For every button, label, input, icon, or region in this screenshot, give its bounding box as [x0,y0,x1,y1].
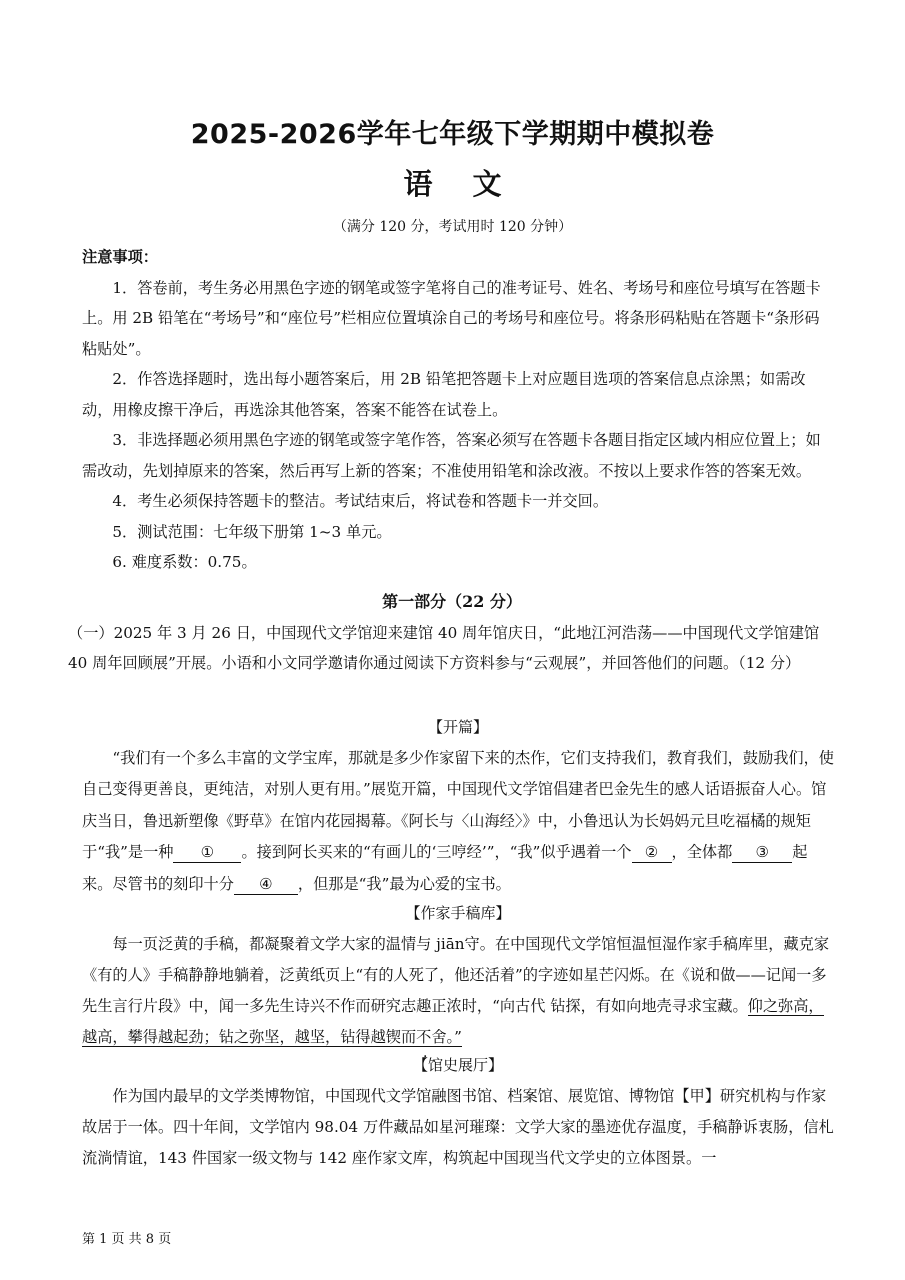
dotted-character: 锲 · [386,1028,401,1046]
manuscripts-text-a: 每一页泛黄的手稿，都凝聚着文学大家的温情与 jiān守。在中国现代文学馆恒温恒湿作家手稿库里，藏克家《有的人》手稿静静地躺着，泛黄纸页上“有的人死了，他还活着”的字迹如星芒闪烁。在《说和做——记闻一多先生言行片段》中，闻一多先生诗兴不作而研究志趣正浓时，“向古代 [82,934,830,1015]
opening-text-d: 起来。尽管书的刻印十分 [82,843,808,893]
blank-2: ② [632,842,672,863]
section-manuscripts-text [82,929,834,1053]
blank-4: ④ [234,874,298,895]
exam-title: 2025-2026学年七年级下学期期中模拟卷 [190,119,715,150]
notice-item-6: 6. 难度系数：0.75。 [112,553,257,571]
quote-text-b: 而不舍。” [400,1027,462,1046]
score-note: （满分 120 分，考试用时 120 分钟） [332,219,573,235]
section-history-heading: 【馆史展厅】 [412,1056,503,1074]
opening-text-b: 。接到阿长买来的“有画儿的‘三哼经’”，“我”似乎遇着一个 [241,843,632,861]
notice-item-5: 5．测试范围：七年级下册第 1~3 单元。 [112,522,392,541]
notice-heading: 注意事项： [82,248,158,266]
part1-heading: 第一部分（22 分） [382,592,522,611]
notice-block [82,242,834,578]
section-history-hall [82,1050,834,1174]
notice-item-1: 1．答卷前，考生务必用黑色字迹的钢笔或签字笔将自己的准考证号、姓名、考场号和座位号填写在答题卡上。用 2B 铅笔在“考场号”和“座位号”栏相应位置填涂自己的考场号和座位号。将条形码粘贴在答题卡“条形码粘贴处”。 [82,278,821,358]
section-manuscripts [82,898,834,1053]
part1-block [68,587,836,679]
opening-text-e: ，但那是“我”最为心爱的宝书。 [297,874,511,893]
subject-title: 语文 [403,167,542,201]
part1-intro: （一）2025 年 3 月 26 日，中国现代文学馆迎来建馆 40 周年馆庆日，“此地江河浩荡——中国现代文学馆建馆 40 周年回顾展”开展。小语和小文同学邀请你通过阅读下方资料参与“云观展”，并回答他们的问题。（12 分） [68,623,820,672]
section-opening-text [82,743,834,901]
section-opening [82,712,834,900]
section-history-text: 作为国内最早的文学类博物馆，中国现代文学馆融图书馆、档案馆、展览馆、博物馆【甲】研究机构与作家故居于一体。四十年间，文学馆内 98.04 万件藏品如星河璀璨：文学大家的墨迹优存温度，手稿静诉衷肠，信札流淌情谊，143 件国家一级文物与 142 座作家文库，构筑起中国现当代文学史的立体图景。一 [82,1086,834,1167]
notice-item-2: 2．作答选择题时，选出每小题答案后，用 2B 铅笔把答题卡上对应题目选项的答案信息点涂黑；如需改动，用橡皮擦干净后，再选涂其他答案，答案不能答在试卷上。 [82,370,806,419]
blank-3: ③ [732,842,792,863]
notice-item-4: 4．考生必须保持答题卡的整洁。考试结束后，将试卷和答题卡一并交回。 [112,492,609,510]
opening-text-a: “我们有一个多么丰富的文学宝库，那就是多少作家留下来的杰作，它们支持我们，教育我们，鼓励我们，使自己变得更善良，更纯洁，对别人更有用。”展览开篇，中国现代文学馆倡建者巴金先生的感人话语振奋人心。馆庆当日，鲁迅新塑像《野草》在馆内花园揭幕。《阿长与〈山海经〉》中，小鲁迅认为长妈妈元旦吃福橘的规矩于“我”是一种 [82,748,834,861]
manuscripts-text-b: 钻探，有如向地壳寻求宝藏。 [550,996,748,1015]
notice-item-3: 3．非选择题必须用黑色字迹的钢笔或签字笔作答，答案必须写在答题卡各题目指定区域内相应位置上；如需改动，先划掉原来的答案，然后再写上新的答案；不准使用铅笔和涂改液。不按以上要求作答的答案无效。 [82,431,821,480]
page-footer: 第 1 页 共 8 页 [82,1232,172,1247]
quote-text-a: 仰之弥高，越高，攀得越起劲；钻之弥坚，越坚，钻得越 [82,996,824,1046]
section-manuscripts-heading: 【作家手稿库】 [405,904,511,922]
section-opening-heading: 【开篇】 [427,718,488,736]
opening-text-c: ，全体都 [671,843,733,861]
blank-1: ① [173,842,241,863]
